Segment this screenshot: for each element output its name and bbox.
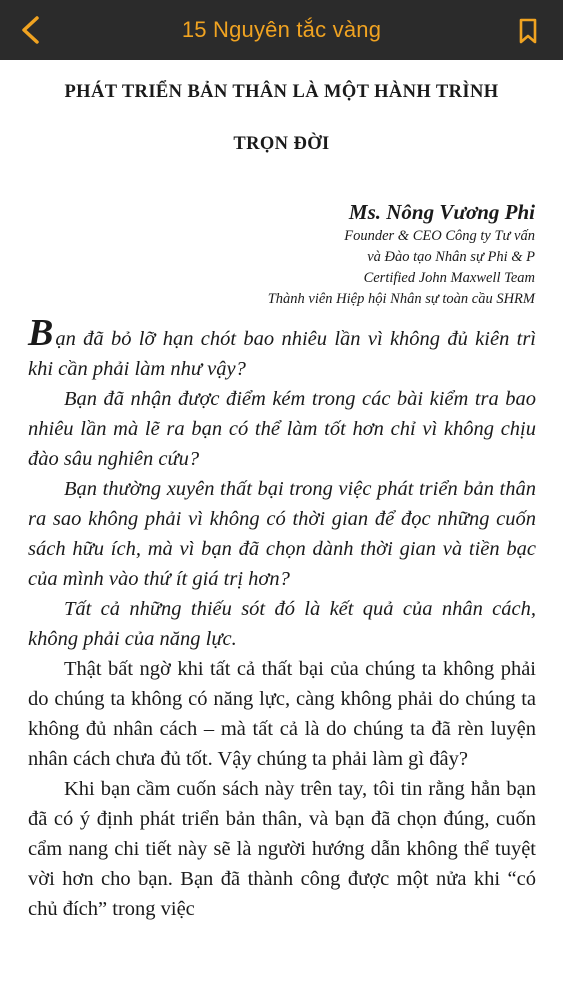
- paragraph-4: Tất cả những thiếu sót đó là kết quả của nhân cách, không phải của năng lực.: [28, 598, 536, 650]
- chapter-title-line1: PHÁT TRIỂN BẢN THÂN LÀ MỘT HÀNH TRÌNH: [64, 82, 499, 102]
- author-role-1: Founder & CEO Công ty Tư vấn: [344, 228, 535, 244]
- author-block: [268, 198, 535, 310]
- author-role-3: Certified John Maxwell Team: [363, 270, 535, 286]
- paragraph-1: [28, 312, 536, 384]
- author-role-2: và Đào tạo Nhân sự Phi & P: [367, 249, 535, 265]
- bookmark-button[interactable]: [513, 14, 543, 48]
- paragraph-1-text: ạn đã bỏ lỡ hạn chót bao nhiêu lần vì không đủ kiên trì khi cần phải làm như vậy?: [28, 328, 536, 380]
- app-header: [0, 0, 563, 60]
- bookmark-icon: [519, 18, 537, 44]
- chapter-body: [28, 312, 536, 924]
- chevron-left-icon: [19, 15, 41, 45]
- book-title: 15 Nguyên tắc vàng: [181, 17, 382, 42]
- paragraph-5: Thật bất ngờ khi tất cả thất bại của chúng ta không phải do chúng ta không có năng lực, càng không phải do chúng ta không đủ nhân cách – mà tất cả là do chúng ta đã rèn luyện nhân cách chưa đủ tốt. Vậy chúng ta phải làm gì đây?: [28, 658, 536, 770]
- chapter-title-line2: TRỌN ĐỜI: [233, 134, 330, 154]
- paragraph-2: Bạn đã nhận được điểm kém trong các bài kiểm tra bao nhiêu lần mà lẽ ra bạn có thể làm tốt hơn chỉ vì không chịu đào sâu nghiên cứu?: [28, 388, 536, 470]
- paragraph-6: Khi bạn cầm cuốn sách này trên tay, tôi tin rằng hẳn bạn đã có ý định phát triển bản thân, và bạn đã chọn đúng, cuốn cẩm nang chi tiết này sẽ là người hướng dẫn không thể tuyệt vời hơn cho bạn. Bạn đã thành công được một nửa khi “có chủ đích” trong việc: [28, 778, 536, 920]
- author-name: Ms. Nông Vương Phi: [348, 200, 535, 224]
- author-role-4: Thành viên Hiệp hội Nhân sự toàn cầu SHRM: [267, 291, 535, 307]
- drop-cap: B: [28, 312, 54, 354]
- back-button[interactable]: [10, 10, 50, 50]
- paragraph-3: Bạn thường xuyên thất bại trong việc phát triển bản thân ra sao không phải vì không có thời gian để đọc những cuốn sách hữu ích, mà vì bạn đã chọn dành thời gian và tiền bạc của mình vào thứ ít giá trị hơn?: [28, 478, 536, 590]
